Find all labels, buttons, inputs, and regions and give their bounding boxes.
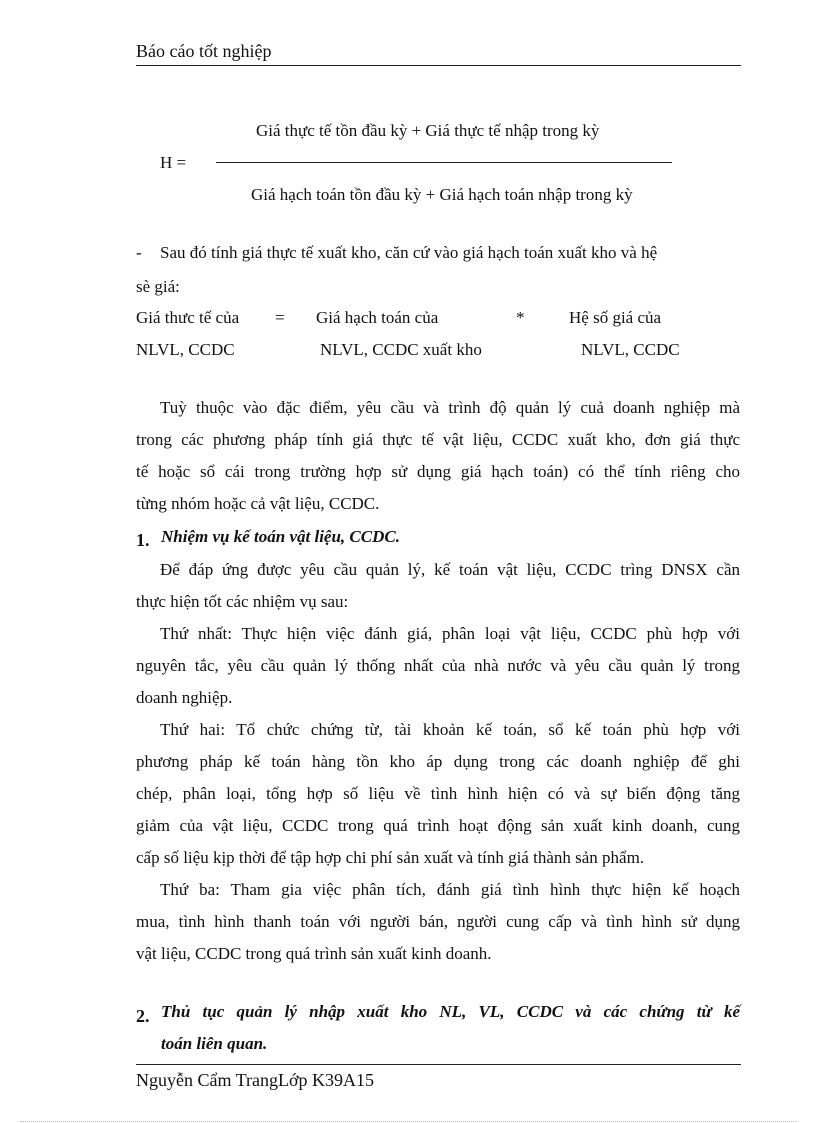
paragraph-line: trong các phương pháp tính giá thực tế vật liệu, CCDC xuất kho, đơn giá thực [136,430,740,449]
equation-operator: = [275,308,285,327]
paragraph-line: từng nhóm hoặc cả vật liệu, CCDC. [136,494,380,513]
section-1-title: Nhiệm vụ kế toán vật liệu, CCDC. [161,527,400,546]
paragraph-line: Thứ hai: Tổ chức chứng từ, tài khoản kế toán, sổ kế toán phù hợp với [160,720,740,739]
equation-term: NLVL, CCDC [136,340,235,359]
paragraph-line: mua, tình hình thanh toán với người bán, người cung cấp và tình hình sử dụng [136,912,740,931]
page-header-title: Báo cáo tốt nghiệp [136,41,272,61]
footer-divider [136,1064,741,1065]
header-divider [136,65,741,66]
formula-fraction-bar [216,162,672,163]
paragraph-line: phương pháp kế toán hàng tồn kho áp dụng trong các doanh nghiệp để ghi [136,752,740,771]
bullet-marker: - [136,243,142,262]
page-bottom-border [20,1121,796,1122]
bullet-line: Sau đó tính giá thực tế xuất kho, căn cứ vào giá hạch toán xuất kho và hệ [160,243,658,262]
bullet-line: sè giá: [136,277,180,296]
section-2-title-line: Thủ tục quản lý nhập xuất kho NL, VL, CCDC và các chứng từ kế [161,1002,740,1021]
equation-operator: * [516,308,525,327]
paragraph-line: doanh nghiệp. [136,688,233,707]
formula-label: H = [160,153,187,172]
formula-numerator: Giá thực tế tồn đầu kỳ + Giá thực tế nhập trong kỳ [256,121,600,140]
equation-term: Hệ số giá của [569,308,662,327]
paragraph-line: nguyên tắc, yêu cầu quản lý thống nhất của nhà nước và yêu cầu quản lý trong [136,656,740,675]
paragraph-line: Tuỳ thuộc vào đặc điểm, yêu cầu và trình độ quản lý cuả doanh nghiệp mà [160,398,740,417]
paragraph-line: Để đáp ứng được yêu cầu quản lý, kế toán vật liệu, CCDC trìng DNSX cần [160,560,740,579]
paragraph-line: Thứ ba: Tham gia việc phân tích, đánh giá tình hình thực hiện kế hoạch [160,880,740,899]
paragraph-line: cấp số liệu kịp thời để tập hợp chi phí sản xuất và tính giá thành sản phẩm. [136,848,645,867]
paragraph-line: vật liệu, CCDC trong quá trình sản xuất kinh doanh. [136,944,492,963]
footer-text: Nguyễn Cẩm TrangLớp K39A15 [136,1070,375,1090]
formula-denominator: Giá hạch toán tồn đầu kỳ + Giá hạch toán nhập trong kỳ [251,185,633,204]
paragraph-line: giảm của vật liệu, CCDC trong quá trình hoạt động sản xuất kinh doanh, cung [136,816,740,835]
section-2-number: 2. [136,1006,150,1026]
paragraph-line: thực hiện tốt các nhiệm vụ sau: [136,592,349,611]
equation-term: Giá hạch toán của [316,308,439,327]
section-2-title-line: toán liên quan. [161,1034,268,1053]
equation-term: NLVL, CCDC xuất kho [320,340,482,359]
equation-term: Giá thưc tế của [136,308,240,327]
paragraph-line: tế hoặc sổ cái trong trường hợp sử dụng giá hạch toán) có thể tính riêng cho [136,462,740,481]
equation-term: NLVL, CCDC [581,340,680,359]
paragraph-line: chép, phân loại, tổng hợp số liệu về tình hình hiện có và sự biến động tăng [136,784,740,803]
paragraph-line: Thứ nhất: Thực hiện việc đánh giá, phân loại vật liệu, CCDC phù hợp với [160,624,740,643]
section-1-number: 1. [136,530,150,550]
